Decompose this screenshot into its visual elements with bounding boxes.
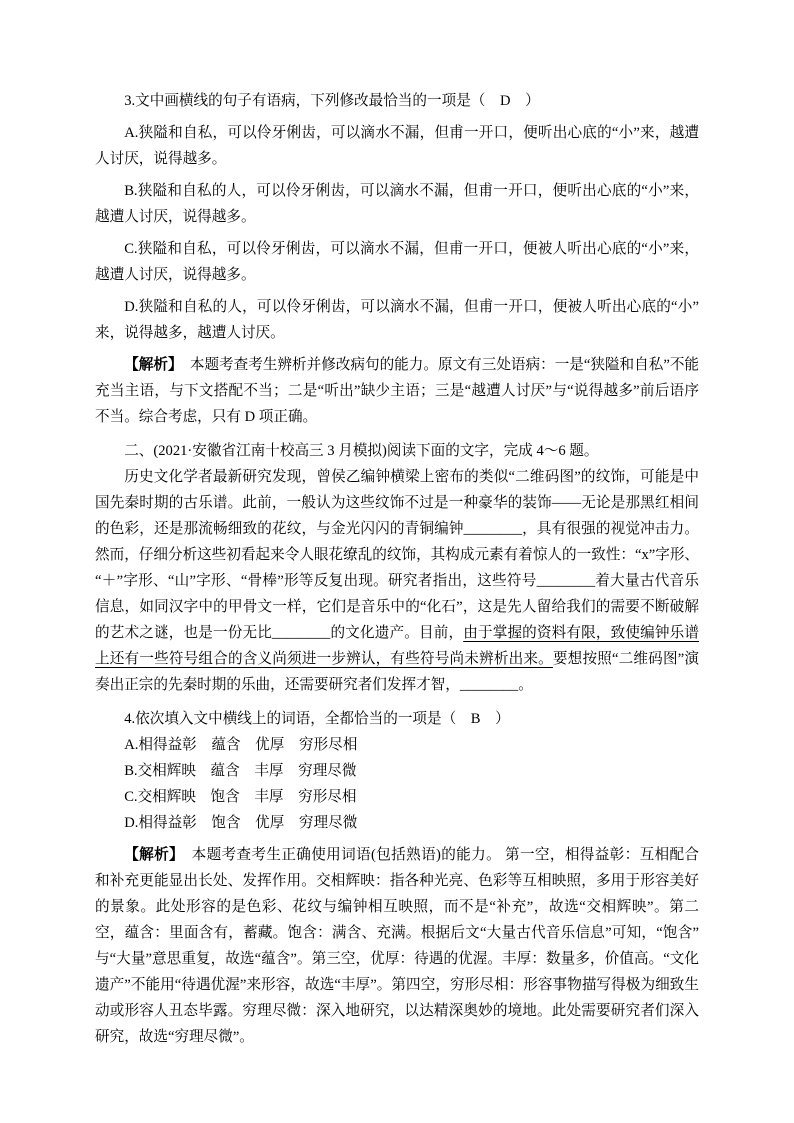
passage-underlined-sentence: 由于掌握的资料有限，致使编钟乐谱上还有一些符号组合的含义尚须进一步辨认，有些符号尚未辨析出来。: [95, 625, 699, 667]
analysis-text: 本题考查考生正确使用词语(包括熟语)的能力。 第一空，相得益彰：互相配合和补充更能显出长处、发挥作用。交相辉映：指各种光亮、色彩等互相映照，多用于形容美好的景象。此处形容的是色彩、花纹与编钟相互映照，而不是“补充”，故选“交相辉映”。第二空，蕴含：里面含有，蓄藏。饱含：满含、充满。根据后文“大量古代音乐信息”可知，“饱含”与“大量”意思重复，故选“蕴含”。第三空，优厚：待遇的优渥。丰厚：数量多，价值高。“文化遗产”不能用“待遇优渥”来形容，故选“丰厚”。第四空，穷形尽相：形容事物描写得极为细致生动或形容人丑态毕露。穷理尽微：深入地研究，以达精深奥妙的境地。此处需要研究者们深入研究，故选“穷理尽微”。: [95, 847, 700, 1045]
question-4-option-a: A.相得益彰 蕴含 优厚 穷形尽相: [124, 737, 358, 753]
analysis-label: 【解析】: [124, 847, 177, 863]
section-2-intro: 二、(2021·安徽省江南十校高三 3 月模拟)阅读下面的文字，完成 4～6 题。: [124, 443, 599, 459]
question-3-analysis: [95, 352, 699, 430]
question-3-option-c: C.狭隘和自私，可以伶牙俐齿，可以滴水不漏，但甫一开口，便被人听出心底的“小”来，越遭人讨厌，说得越多。: [95, 241, 699, 283]
analysis-text: 本题考查考生辨析并修改病句的能力。原文有三处语病：一是“狭隘和自私”不能充当主语，与下文搭配不当；二是“听出”缺少主语；三是“越遭人讨厌”与“说得越多”前后语序不当。综合考虑，只有 D 项正确。: [95, 357, 700, 425]
passage-part-2: 要想按照“二维码图”演奏出正宗的先秦时期的乐曲，还需要研究者们发挥才智，________。: [95, 651, 699, 693]
question-4-analysis: [95, 842, 699, 1050]
question-3-option-d: D.狭隘和自私的人，可以伶牙俐齿，可以滴水不漏，但甫一开口，便被人听出心底的“小”来，说得越多，越遭人讨厌。: [95, 299, 699, 341]
question-4: 4.依次填入文中横线上的词语，全都恰当的一项是（ B ）: [124, 711, 510, 727]
question-3-option-b: B.狭隘和自私的人，可以伶牙俐齿，可以滴水不漏，但甫一开口，便听出心底的“小”来，越遭人讨厌，说得越多。: [95, 183, 699, 225]
question-4-option-c: C.交相辉映 饱含 丰厚 穷形尽相: [124, 789, 357, 805]
question-3: 3.文中画横线的句子有语病，下列修改最恰当的一项是（ D ）: [124, 93, 540, 109]
question-4-option-b: B.交相辉映 蕴含 丰厚 穷理尽微: [124, 763, 357, 779]
question-4-option-d: D.相得益彰 饱含 优厚 穷理尽微: [124, 815, 358, 831]
passage-part-1: 历史文化学者最新研究发现，曾侯乙编钟横梁上密布的类似“二维码图”的纹饰，可能是中国先秦时期的古乐谱。此前，一般认为这些纹饰不过是一种豪华的装饰——无论是那黑红相间的色彩，还是那流畅细致的花纹，与金光闪闪的青铜编钟________，具有很强的视觉冲击力。然而，仔细分析这些初看起来令人眼花缭乱的纹饰，其构成元素有着惊人的一致性：“x”字形、“＋”字形、“山”字形、“骨棒”形等反复出现。研究者指出，这些符号________着大量古代音乐信息，如同汉字中的甲骨文一样，它们是音乐中的“化石”，这是先人留给我们的需要不断破解的艺术之谜，也是一份无比________的文化遗产。目前，: [95, 469, 700, 641]
reading-passage: [95, 464, 699, 698]
question-3-option-a: A.狭隘和自私，可以伶牙俐齿，可以滴水不漏，但甫一开口，便听出心底的“小”来，越遭人讨厌，说得越多。: [95, 125, 699, 167]
analysis-label: 【解析】: [124, 357, 176, 373]
